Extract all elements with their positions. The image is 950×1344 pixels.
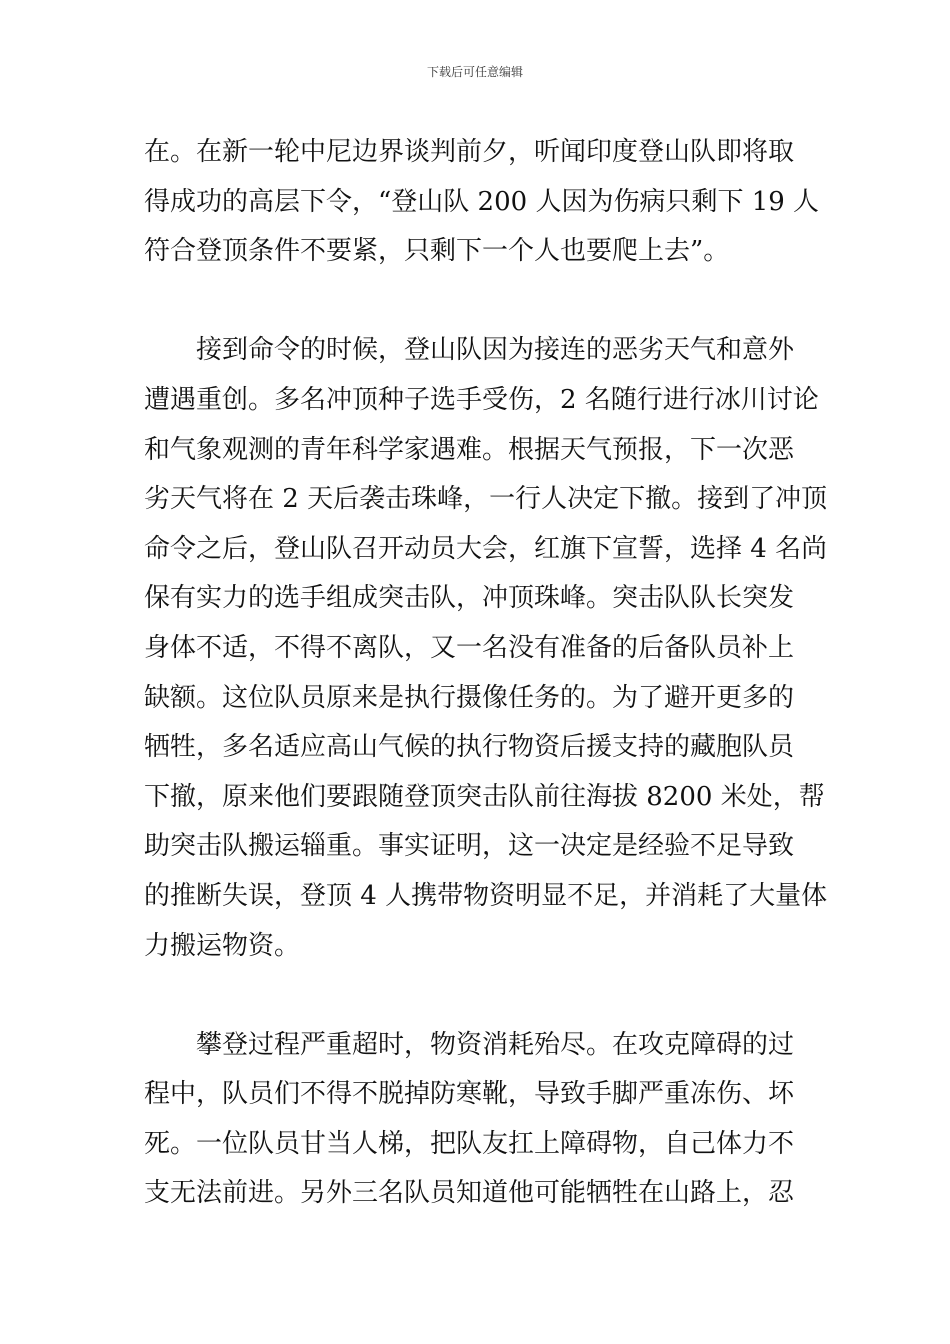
text-line: 保有实力的选手组成突击队，冲顶珠峰。突击队队长突发 bbox=[144, 583, 795, 614]
page-header: 下载后可任意编辑 bbox=[426, 65, 523, 79]
text-line: 命令之后，登山队召开动员大会，红旗下宣誓，选择 4 名尚 bbox=[144, 533, 828, 564]
paragraph-1 bbox=[144, 128, 820, 277]
text-line: 接到命令的时候，登山队因为接连的恶劣天气和意外 bbox=[144, 335, 795, 366]
text-line: 劣天气将在 2 天后袭击珠峰，一行人决定下撤。接到了冲顶 bbox=[144, 484, 828, 515]
text-line: 遭遇重创。多名冲顶种子选手受伤，2 名随行进行冰川讨论 bbox=[144, 384, 819, 415]
text-line: 缺额。这位队员原来是执行摄像任务的。为了避开更多的 bbox=[144, 682, 795, 713]
text-line: 牺牲，多名适应高山气候的执行物资后援支持的藏胞队员 bbox=[144, 732, 795, 763]
text-line: 程中，队员们不得不脱掉防寒靴，导致手脚严重冻伤、坏 bbox=[144, 1079, 795, 1110]
text-line: 助突击队搬运辎重。事实证明，这一决定是经验不足导致 bbox=[144, 831, 795, 862]
text-line: 下撤，原来他们要跟随登顶突击队前往海拔 8200 米处，帮 bbox=[144, 781, 825, 812]
text-line: 身体不适，不得不离队，又一名没有准备的后备队员补上 bbox=[144, 632, 795, 663]
text-line: 符合登顶条件不要紧，只剩下一个人也要爬上去”。 bbox=[144, 236, 730, 267]
text-line: 力搬运物资。 bbox=[144, 930, 301, 961]
text-line: 死。一位队员甘当人梯，把队友扛上障碍物，自己体力不 bbox=[144, 1128, 795, 1159]
text-line: 在。在新一轮中尼边界谈判前夕，听闻印度登山队即将取 bbox=[144, 137, 795, 167]
paragraph-2 bbox=[144, 326, 828, 971]
text-line: 和气象观测的青年科学家遇难。根据天气预报，下一次恶 bbox=[144, 434, 795, 465]
paragraph-3 bbox=[144, 1021, 808, 1219]
document-body bbox=[144, 128, 828, 1219]
text-line: 攀登过程严重超时，物资消耗殆尽。在攻克障碍的过 bbox=[144, 1029, 795, 1060]
text-line: 得成功的高层下令，“登山队 200 人因为伤病只剩下 19 人 bbox=[144, 186, 820, 217]
text-line: 的推断失误，登顶 4 人携带物资明显不足，并消耗了大量体 bbox=[144, 880, 828, 911]
text-line: 支无法前进。另外三名队员知道他可能牺牲在山路上，忍 bbox=[144, 1178, 795, 1209]
